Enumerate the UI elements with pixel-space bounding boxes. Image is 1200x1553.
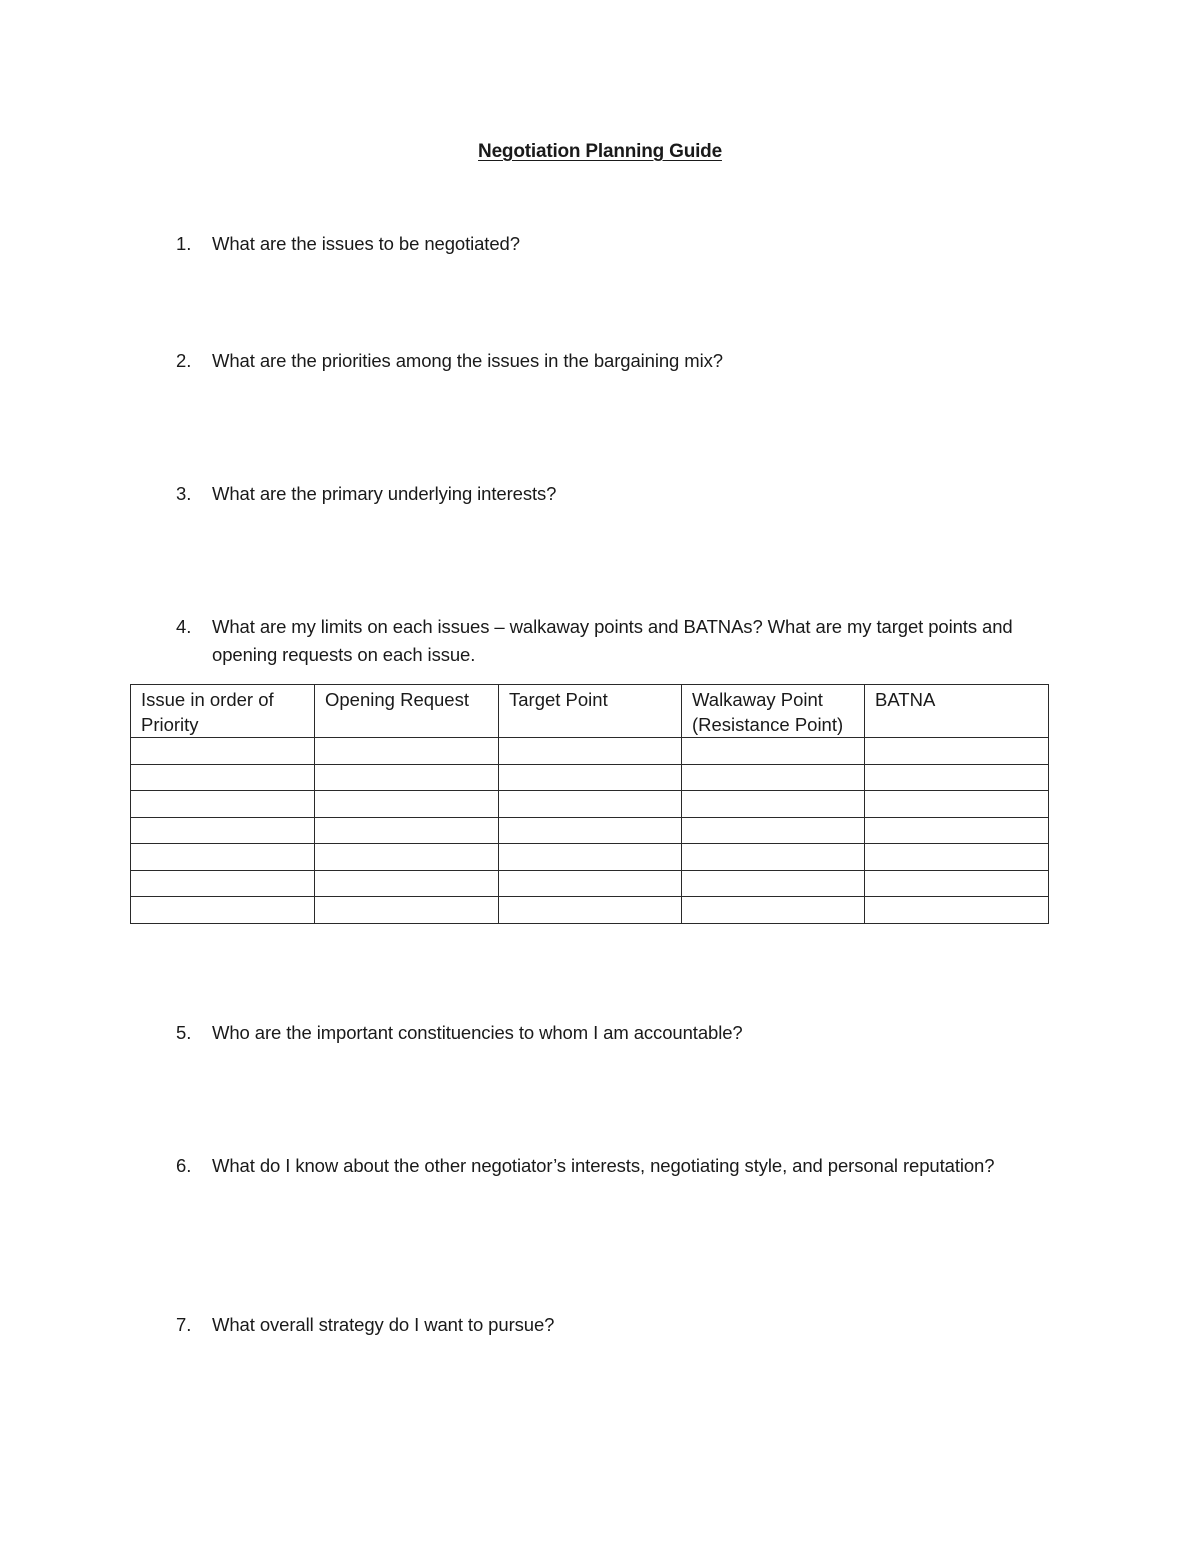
table-cell[interactable] xyxy=(682,870,865,897)
table-cell[interactable] xyxy=(131,738,315,765)
header-target-point: Target Point xyxy=(499,685,682,738)
table-cell[interactable] xyxy=(315,791,499,818)
header-opening-request: Opening Request xyxy=(315,685,499,738)
table-row xyxy=(131,844,1049,871)
table-header-row xyxy=(131,685,1049,738)
table-row xyxy=(131,870,1049,897)
table-cell[interactable] xyxy=(499,844,682,871)
table-cell[interactable] xyxy=(315,844,499,871)
question-text: Who are the important constituencies to whom I am accountable? xyxy=(212,1022,743,1043)
question-6 xyxy=(176,1152,1056,1180)
table-cell[interactable] xyxy=(865,764,1049,791)
table-cell[interactable] xyxy=(682,764,865,791)
table-cell[interactable] xyxy=(499,738,682,765)
table-cell[interactable] xyxy=(131,844,315,871)
question-number: 1. xyxy=(176,233,192,254)
table-cell[interactable] xyxy=(682,817,865,844)
question-text: What are my limits on each issues – walkaway points and BATNAs? What are my target points and opening requests on each issue. xyxy=(212,616,1013,665)
table-cell[interactable] xyxy=(131,870,315,897)
table-cell[interactable] xyxy=(315,817,499,844)
question-4 xyxy=(176,613,1056,669)
document-title: Negotiation Planning Guide xyxy=(478,141,722,162)
table-row xyxy=(131,791,1049,818)
table-body xyxy=(131,738,1049,924)
table-cell[interactable] xyxy=(682,844,865,871)
table-cell[interactable] xyxy=(315,897,499,924)
table-cell[interactable] xyxy=(499,817,682,844)
table-cell[interactable] xyxy=(131,817,315,844)
table-cell[interactable] xyxy=(131,764,315,791)
question-text: What overall strategy do I want to pursue? xyxy=(212,1314,555,1335)
table-cell[interactable] xyxy=(682,897,865,924)
planning-table xyxy=(130,684,1049,924)
table-cell[interactable] xyxy=(499,764,682,791)
header-batna: BATNA xyxy=(865,685,1049,738)
question-number: 3. xyxy=(176,483,192,504)
table-cell[interactable] xyxy=(682,791,865,818)
question-text: What are the primary underlying interests? xyxy=(212,483,557,504)
table-cell[interactable] xyxy=(315,764,499,791)
table-cell[interactable] xyxy=(865,817,1049,844)
question-2 xyxy=(176,347,1056,375)
question-text: What are the issues to be negotiated? xyxy=(212,233,520,254)
question-text: What are the priorities among the issues in the bargaining mix? xyxy=(212,350,723,371)
question-number: 6. xyxy=(176,1155,192,1176)
table-cell[interactable] xyxy=(499,791,682,818)
table-cell[interactable] xyxy=(499,870,682,897)
question-number: 5. xyxy=(176,1022,192,1043)
question-1 xyxy=(176,230,1056,258)
table-cell[interactable] xyxy=(865,738,1049,765)
table-cell[interactable] xyxy=(865,844,1049,871)
table-cell[interactable] xyxy=(131,791,315,818)
table-cell[interactable] xyxy=(499,897,682,924)
table-cell[interactable] xyxy=(315,738,499,765)
table-row xyxy=(131,897,1049,924)
question-7 xyxy=(176,1311,1056,1339)
table-cell[interactable] xyxy=(131,897,315,924)
question-number: 4. xyxy=(176,616,192,637)
question-number: 2. xyxy=(176,350,192,371)
table-cell[interactable] xyxy=(865,791,1049,818)
table-cell[interactable] xyxy=(865,870,1049,897)
header-issue-priority: Issue in order of Priority xyxy=(131,685,315,738)
table-row xyxy=(131,764,1049,791)
question-3 xyxy=(176,480,1056,508)
question-5 xyxy=(176,1019,1056,1047)
header-walkaway-point: Walkaway Point (Resistance Point) xyxy=(682,685,865,738)
table-row xyxy=(131,817,1049,844)
question-number: 7. xyxy=(176,1314,192,1335)
table-cell[interactable] xyxy=(315,870,499,897)
table-row xyxy=(131,738,1049,765)
table-cell[interactable] xyxy=(682,738,865,765)
table-cell[interactable] xyxy=(865,897,1049,924)
question-text: What do I know about the other negotiator’s interests, negotiating style, and personal reputation? xyxy=(212,1155,995,1176)
